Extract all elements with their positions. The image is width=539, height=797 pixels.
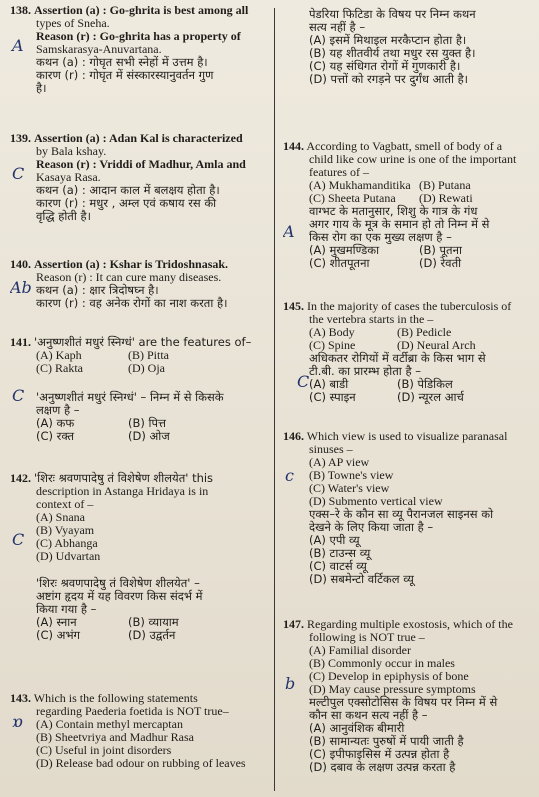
option-d: (D) Rewati (419, 191, 473, 205)
option-c: (C) Spine (309, 338, 356, 352)
question-143 (10, 692, 268, 770)
reason-line: Reason (r) : Go-ghrita has a property of (36, 29, 241, 43)
option-d: (D) Udvartan (36, 549, 101, 563)
hindi-option-c: (C) यह संधिगत रोगों में गुणकारी है। (309, 59, 461, 73)
handwritten-answer-mark: Ab (10, 278, 32, 297)
hindi-reason: कारण (r) : वह अनेक रोगों का नाश करता है। (36, 296, 228, 310)
handwritten-answer-mark: C (12, 164, 25, 183)
handwritten-answer-mark: C (12, 386, 25, 405)
handwritten-answer-mark: b (285, 674, 296, 693)
hindi-option-a: (A) मुखमण्डिका (309, 243, 380, 257)
hindi-option-b: (B) पूतना (419, 243, 462, 257)
option-c: (C) Abhanga (36, 536, 98, 550)
hindi-option-a: (A) बाडी (309, 377, 349, 391)
hindi-option-a: (A) कफ (36, 416, 75, 430)
question-number: 146. (283, 429, 304, 443)
option-d: (D) Release bad odour on rubbing of leaves (36, 756, 246, 770)
option-d: (D) Submento vertical view (309, 494, 443, 508)
reason-line: Reason (r) : It can cure many diseases. (36, 270, 222, 284)
hindi-question-text-2: लक्षण है – (36, 403, 80, 417)
assertion-line: Assertion (a) : Adan Kal is characterized (34, 131, 243, 145)
handwritten-answer-mark: A (283, 222, 295, 241)
question-number: 138. (10, 3, 31, 17)
question-number: 147. (283, 617, 304, 631)
hindi-reason: कारण (r) : मधुर , अम्ल एवं कषाय रस की (36, 196, 217, 210)
question-144 (283, 140, 533, 270)
option-d: (D) Neural Arch (397, 338, 476, 352)
question-138 (10, 4, 268, 95)
question-number: 144. (283, 139, 304, 153)
handwritten-answer-mark: C (12, 530, 25, 549)
reason-line-2: Kasaya Rasa. (36, 170, 101, 184)
option-c: (C) Sheeta Putana (309, 191, 396, 205)
option-b: (B) Pitta (128, 348, 169, 362)
hindi-option-c: (C) अभंग (36, 628, 81, 642)
question-text-2: child like cow urine is one of the important (309, 152, 517, 166)
option-a: (A) Contain methyl mercaptan (36, 717, 183, 731)
option-a: (A) Body (309, 325, 355, 339)
question-139 (10, 132, 268, 223)
hindi-reason: कारण (r) : गोघृत में संस्कारस्यानुवर्तन गुण (36, 68, 214, 82)
hindi-reason-2: वृद्धि होती है। (36, 209, 91, 223)
option-b: (B) Sheetvriya and Madhur Rasa (36, 730, 194, 744)
question-text-2: description in Astanga Hridaya is in (36, 484, 209, 498)
hindi-reason-2: है। (36, 81, 47, 95)
hindi-option-a: (A) एपी व्यू (309, 533, 360, 547)
hindi-option-c: (C) वाटर्स व्यू (309, 559, 367, 573)
question-text: Regarding multiple exostosis, which of the (307, 617, 513, 631)
question-text-2: regarding Paederia foetida is NOT true– (36, 704, 229, 718)
hindi-option-d: (D) रेवती (419, 256, 462, 270)
question-text: Which is the following statements (33, 691, 198, 705)
hindi-option-d: (D) दबाव के लक्षण उत्पन्न करता है (309, 760, 456, 774)
option-d: (D) May cause pressure symptoms (309, 682, 476, 696)
question-number: 141. (10, 335, 31, 349)
option-c: (C) Rakta (36, 361, 83, 375)
hindi-option-a: (A) इसमें मिथाइल मरकैप्टान होता है। (309, 33, 467, 47)
left-column (10, 0, 268, 797)
question-number: 143. (10, 691, 31, 705)
question-number: 142. (10, 471, 31, 485)
question-number: 139. (10, 131, 31, 145)
question-text-2: sinuses – (309, 442, 353, 456)
hindi-option-c: (C) रक्त (36, 429, 75, 443)
option-d: (D) Oja (128, 361, 165, 375)
option-b: (B) Towne's view (309, 468, 394, 482)
question-141 (10, 336, 268, 443)
right-column (283, 0, 533, 797)
handwritten-answer-mark: ɒ (12, 712, 23, 731)
hindi-option-d: (D) उद्वर्तन (128, 628, 176, 642)
hindi-question-text: पेडरिया फिटिडा के विषय पर निम्न कथन (309, 7, 476, 21)
question-number: 140. (10, 257, 31, 271)
question-145 (283, 300, 533, 404)
column-divider (274, 8, 275, 791)
assertion-line: Assertion (a) : Go-ghrita is best among all (34, 3, 249, 17)
hindi-question-text-2: टी.बी. का प्रारम्भ होता है – (309, 364, 421, 378)
hindi-question-text-2: देखने के लिए किया जाता है – (309, 520, 434, 534)
hindi-question-text: अधिकतर रोगियों में वर्टीब्रा के किस भाग से (309, 351, 486, 365)
option-b: (B) Commonly occur in males (309, 656, 455, 670)
hindi-option-d: (D) न्यूरल आर्च (397, 390, 464, 404)
question-text: According to Vagbatt, smell of body of a (306, 139, 503, 153)
option-c: (C) Water's view (309, 481, 390, 495)
handwritten-answer-mark: c (285, 466, 294, 485)
hindi-question-text: 'अनुष्णशीतं मधुरं स्निग्धं' – निम्न में से किसके (36, 390, 224, 404)
hindi-option-b: (B) पित्त (128, 416, 166, 430)
hindi-question-text: एक्स–रे के कौन सा व्यू पैरानजल साइनस को (309, 507, 494, 521)
hindi-question-text-3: किस रोग का एक मुख्य लक्षण है – (309, 230, 452, 244)
hindi-option-d: (D) सबमेन्टो वर्टिकल व्यू (309, 572, 414, 586)
handwritten-answer-mark: C (297, 372, 310, 391)
hindi-question-text: वाग्भट के मतानुसार, शिशु के गात्र के गंध (309, 204, 478, 218)
hindi-question-text-2: अगर गाय के मूत्र के समान हो तो निम्न में से (309, 217, 490, 231)
hindi-option-a: (A) स्नान (36, 615, 77, 629)
option-b: (B) Pedicle (397, 325, 452, 339)
option-a: (A) Snana (36, 510, 85, 524)
hindi-option-b: (B) टाउन्स व्यू (309, 546, 371, 560)
hindi-option-d: (D) पत्तों को रगड़ने पर दुर्गंध आती है। (309, 72, 469, 86)
hindi-assertion: कथन (a) : क्षार त्रिदोषघ्न है। (36, 283, 159, 297)
reason-line: Reason (r) : Vriddi of Madhur, Amla and (36, 157, 246, 171)
question-140 (10, 258, 268, 310)
option-a: (A) Kaph (36, 348, 82, 362)
question-text-3: context of – (36, 497, 94, 511)
option-b: (B) Putana (419, 178, 471, 192)
hindi-question-text-3: किया गया है – (36, 602, 97, 616)
question-text-2: following is NOT true – (309, 630, 425, 644)
question-text: Which view is used to visualize paranasal (306, 429, 508, 443)
hindi-option-c: (C) शीतपूतना (309, 256, 370, 270)
assertion-line: Assertion (a) : Kshar is Tridoshnasak. (34, 257, 229, 271)
question-text-3: features of – (309, 165, 369, 179)
option-b: (B) Vyayam (36, 523, 95, 537)
question-146 (283, 430, 533, 586)
hindi-question-text-2: कौन सा कथन सत्य नहीं है – (309, 708, 428, 722)
handwritten-answer-mark: A (12, 36, 24, 55)
option-a: (A) Familial disorder (309, 643, 411, 657)
question-number: 145. (283, 299, 304, 313)
assertion-line-2: by Bala kshay. (36, 144, 107, 158)
question-text: 'शिरः श्रवणपादेषु तं विशेषेण शीलयेत' this (34, 471, 214, 485)
reason-line-2: Samskarasya-Anuvartana. (36, 42, 162, 56)
question-142 (10, 472, 268, 642)
question-147 (283, 618, 533, 774)
hindi-option-c: (C) इपीफाइसिस में उत्पन्न होता है (309, 747, 450, 761)
hindi-question-text: मल्टीपुल एक्सोटोसिस के विषय पर निम्न में से (309, 695, 498, 709)
hindi-question-text-2: अष्टांग हृदय में यह विवरण किस संदर्भ में (36, 589, 203, 603)
question-143-continued (283, 8, 533, 86)
hindi-option-b: (B) यह शीतवीर्य तथा मधुर रस युक्त है। (309, 46, 476, 60)
hindi-option-b: (B) सामान्यतः पुरुषों में पायी जाती है (309, 734, 464, 748)
question-text: In the majority of cases the tuberculosis of (307, 299, 512, 313)
hindi-question-text: 'शिरः श्रवणपादेषु तं विशेषेण शीलयेत' – (36, 576, 200, 590)
hindi-option-b: (B) पेडिकिल (397, 377, 453, 391)
hindi-option-b: (B) व्यायाम (128, 615, 179, 629)
hindi-assertion: कथन (a) : आदान काल में बलक्षय होता है। (36, 183, 220, 197)
assertion-line-2: types of Sneha. (36, 16, 110, 30)
hindi-option-d: (D) ओज (128, 429, 170, 443)
question-text-2: the vertebra starts in the – (309, 312, 434, 326)
question-text: 'अनुष्णशीतं मधुरं स्निग्धं' are the features of– (34, 335, 252, 349)
hindi-assertion: कथन (a) : गोघृत सभी स्नेहों में उत्तम है। (36, 55, 208, 69)
option-a: (A) AP view (309, 455, 370, 469)
option-c: (C) Develop in epiphysis of bone (309, 669, 469, 683)
option-a: (A) Mukhamanditika (309, 178, 411, 192)
option-c: (C) Useful in joint disorders (36, 743, 172, 757)
hindi-option-a: (A) आनुवंशिक बीमारी (309, 721, 405, 735)
hindi-question-text-2: सत्य नहीं है – (309, 20, 366, 34)
hindi-option-c: (C) स्पाइन (309, 390, 356, 404)
